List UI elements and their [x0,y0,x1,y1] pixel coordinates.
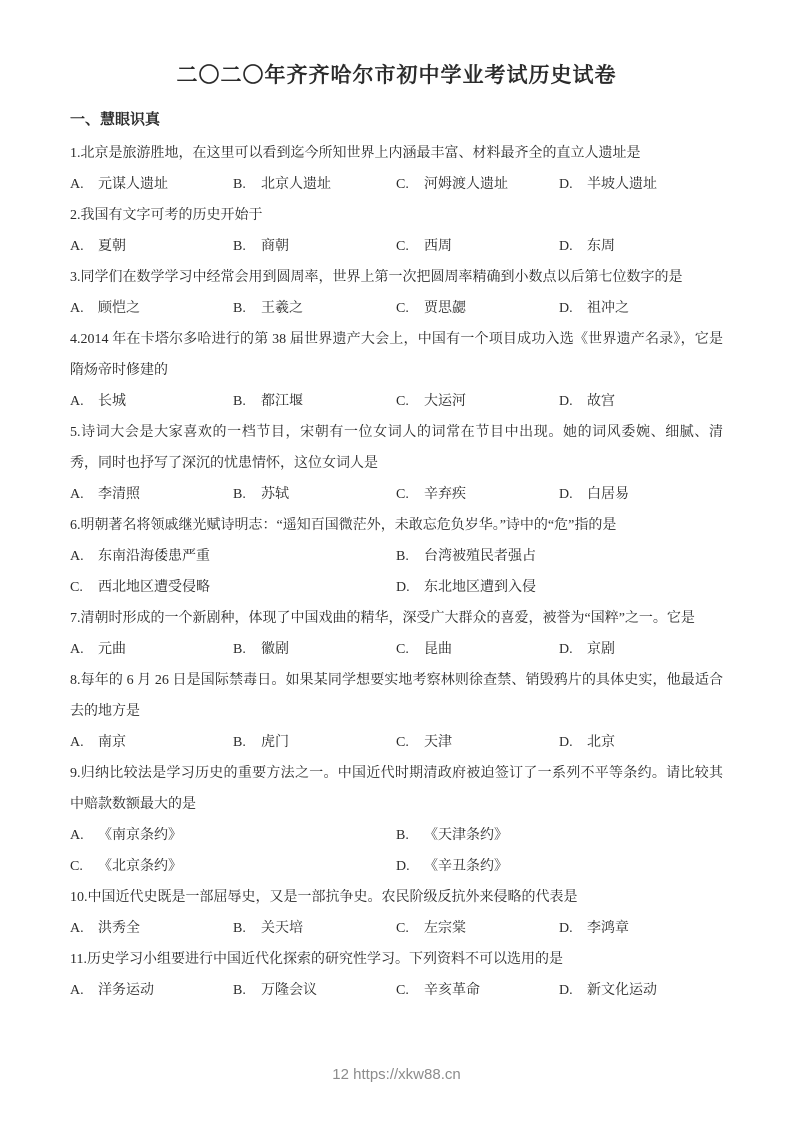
option-label: C. [396,735,409,750]
option-text: 京剧 [587,642,615,657]
option-label: A. [70,549,84,564]
option-c [70,851,396,882]
option-label: B. [233,983,246,998]
question-stem: 7.清朝时形成的一个新剧种，体现了中国戏曲的精华，深受广大群众的喜爱，被誉为“国粹”之一。它是 [70,611,695,626]
question-stem: 6.明朝著名将领戚继光赋诗明志：“遥知百国微茫外，未敢忘危负岁华。”诗中的“危”指的是 [70,518,617,533]
option-text: 半坡人遗址 [587,177,657,192]
option-b [233,169,396,200]
option-label: A. [70,983,84,998]
option-d [559,231,723,262]
option-label: B. [233,177,246,192]
option-text: 东北地区遭到入侵 [424,580,536,595]
option-b [233,975,396,1006]
option-text: 都江堰 [261,394,303,409]
option-c [396,293,559,324]
option-d [559,386,723,417]
question-stem: 4.2014 年在卡塔尔多哈进行的第 38 届世界遗产大会上，中国有一个项目成功入选《世界遗产名录》，它是隋炀帝时修建的 [70,332,723,378]
option-label: A. [70,301,84,316]
option-label: A. [70,642,84,657]
option-label: D. [559,921,573,936]
option-text: 北京人遗址 [261,177,331,192]
option-b [233,293,396,324]
question-1 [70,138,723,200]
option-a [70,727,233,758]
option-label: A. [70,487,84,502]
option-label: B. [396,549,409,564]
option-c [396,479,559,510]
question-stem: 9.归纳比较法是学习历史的重要方法之一。中国近代时期清政府被迫签订了一系列不平等条约。请比较其中赔款数额最大的是 [70,766,723,812]
question-7 [70,603,723,665]
option-label: D. [559,239,573,254]
option-label: C. [396,394,409,409]
option-text: 大运河 [424,394,466,409]
option-text: 昆曲 [424,642,452,657]
option-label: A. [70,735,84,750]
question-options [70,541,723,603]
option-d [396,572,723,603]
option-text: 虎门 [261,735,289,750]
option-a [70,541,396,572]
question-stem: 8.每年的 6 月 26 日是国际禁毒日。如果某同学想要实地考察林则徐查禁、销毁鸦片的具体史实，他最适合去的地方是 [70,673,723,719]
option-text: 《天津条约》 [424,828,508,843]
option-b [233,727,396,758]
option-text: 王羲之 [261,301,303,316]
question-options [70,975,723,1006]
question-stem: 1.北京是旅游胜地，在这里可以看到迄今所知世界上内涵最丰富、材料最齐全的直立人遗址是 [70,146,641,161]
option-d [559,479,723,510]
option-label: D. [559,177,573,192]
question-9 [70,758,723,882]
question-stem: 2.我国有文字可考的历史开始于 [70,208,263,223]
option-text: 故宫 [587,394,615,409]
option-text: 夏朝 [98,239,126,254]
option-d [559,975,723,1006]
option-label: D. [396,859,410,874]
question-options [70,820,723,882]
option-b [233,386,396,417]
option-label: B. [233,239,246,254]
option-c [396,913,559,944]
section-heading: 一、慧眼识真 [70,112,161,128]
option-label: B. [396,828,409,843]
option-d [559,634,723,665]
option-text: 李鸿章 [587,921,629,936]
option-text: 苏轼 [261,487,289,502]
option-a [70,820,396,851]
option-text: 万隆会议 [261,983,317,998]
option-label: C. [396,983,409,998]
option-text: 洋务运动 [98,983,154,998]
option-label: A. [70,239,84,254]
option-a [70,293,233,324]
option-text: 《南京条约》 [98,828,182,843]
option-label: D. [559,487,573,502]
page-footer: 12 https://xkw88.cn [332,1066,461,1083]
option-c [396,169,559,200]
option-text: 贾思勰 [424,301,466,316]
option-text: 徽剧 [261,642,289,657]
page-title: 二〇二〇年齐齐哈尔市初中学业考试历史试卷 [176,63,617,87]
option-text: 元谋人遗址 [98,177,168,192]
question-options [70,293,723,324]
option-d [396,851,723,882]
option-text: 商朝 [261,239,289,254]
option-b [396,541,723,572]
question-3 [70,262,723,324]
question-options [70,727,723,758]
option-b [396,820,723,851]
option-a [70,169,233,200]
option-c [396,634,559,665]
option-label: B. [233,301,246,316]
option-c [396,386,559,417]
option-label: B. [233,487,246,502]
option-a [70,479,233,510]
option-label: D. [559,735,573,750]
question-stem: 10.中国近代史既是一部屈辱史，又是一部抗争史。农民阶级反抗外来侵略的代表是 [70,890,578,905]
option-text: 长城 [98,394,126,409]
option-text: 南京 [98,735,126,750]
question-stem: 11.历史学习小组要进行中国近代化探索的研究性学习。下列资料不可以选用的是 [70,952,563,967]
option-label: C. [70,580,83,595]
question-8 [70,665,723,758]
option-label: D. [559,394,573,409]
option-text: 河姆渡人遗址 [424,177,508,192]
option-text: 顾恺之 [98,301,140,316]
option-label: C. [396,921,409,936]
option-a [70,386,233,417]
option-label: C. [396,487,409,502]
option-text: 天津 [424,735,452,750]
option-text: 北京 [587,735,615,750]
option-text: 左宗棠 [424,921,466,936]
option-label: B. [233,921,246,936]
question-4 [70,324,723,417]
option-d [559,293,723,324]
option-label: C. [396,642,409,657]
option-label: B. [233,735,246,750]
option-label: C. [396,301,409,316]
option-c [396,975,559,1006]
option-text: 辛弃疾 [424,487,466,502]
option-d [559,727,723,758]
question-stem: 5.诗词大会是大家喜欢的一档节目，宋朝有一位女词人的词常在节目中出现。她的词风委婉、细腻、清秀，同时也抒写了深沉的忧患情怀，这位女词人是 [70,425,723,471]
option-text: 元曲 [98,642,126,657]
question-options [70,231,723,262]
option-label: B. [233,394,246,409]
option-text: 东周 [587,239,615,254]
option-b [233,479,396,510]
option-b [233,634,396,665]
option-label: A. [70,828,84,843]
question-options [70,634,723,665]
option-a [70,913,233,944]
option-text: 台湾被殖民者强占 [424,549,536,564]
option-label: C. [396,177,409,192]
question-stem: 3.同学们在数学学习中经常会用到圆周率，世界上第一次把圆周率精确到小数点以后第七位数字的是 [70,270,683,285]
option-label: A. [70,394,84,409]
question-options [70,913,723,944]
option-d [559,169,723,200]
question-options [70,386,723,417]
option-label: A. [70,177,84,192]
option-text: 祖冲之 [587,301,629,316]
option-a [70,634,233,665]
option-label: D. [396,580,410,595]
option-d [559,913,723,944]
option-text: 李清照 [98,487,140,502]
option-text: 辛亥革命 [424,983,480,998]
question-5 [70,417,723,510]
option-label: D. [559,983,573,998]
question-6 [70,510,723,603]
option-text: 西周 [424,239,452,254]
option-label: C. [396,239,409,254]
option-label: A. [70,921,84,936]
option-c [70,572,396,603]
option-text: 《辛丑条约》 [424,859,508,874]
question-10 [70,882,723,944]
option-text: 西北地区遭受侵略 [98,580,210,595]
option-c [396,727,559,758]
option-label: D. [559,301,573,316]
option-text: 东南沿海倭患严重 [98,549,210,564]
option-text: 《北京条约》 [98,859,182,874]
question-2 [70,200,723,262]
option-a [70,975,233,1006]
option-label: C. [70,859,83,874]
question-11 [70,944,723,1006]
option-label: D. [559,642,573,657]
option-b [233,231,396,262]
option-text: 白居易 [587,487,629,502]
option-a [70,231,233,262]
option-b [233,913,396,944]
option-text: 洪秀全 [98,921,140,936]
option-text: 关天培 [261,921,303,936]
option-c [396,231,559,262]
option-label: B. [233,642,246,657]
question-options [70,169,723,200]
option-text: 新文化运动 [587,983,657,998]
question-options [70,479,723,510]
